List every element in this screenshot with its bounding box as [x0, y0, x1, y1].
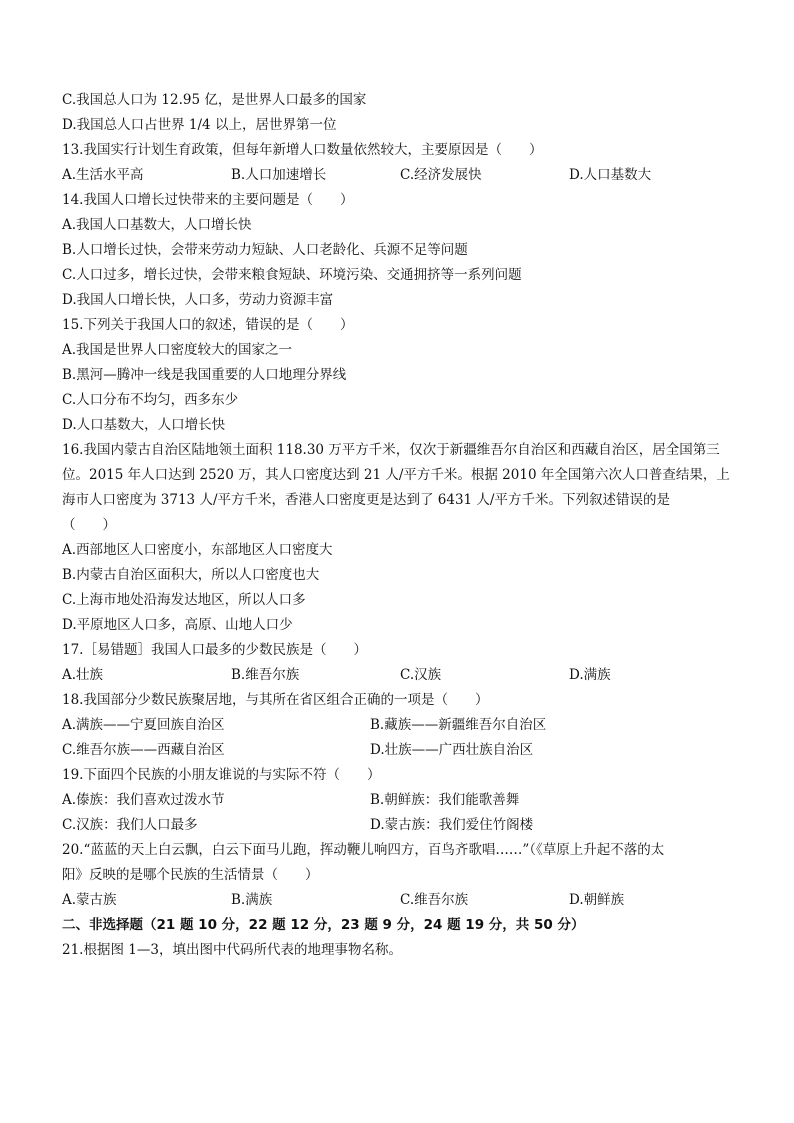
q16-option-a: A.西部地区人口密度小，东部地区人口密度大: [62, 542, 333, 558]
q16-stem-line4: （ ）: [62, 517, 116, 533]
q20-option-a: A.蒙古族: [62, 892, 117, 908]
q13-option-a: A.生活水平高: [62, 167, 144, 183]
q14-option-b: B.人口增长过快，会带来劳动力短缺、人口老龄化、兵源不足等问题: [62, 242, 468, 258]
q13-option-d: D.人口基数大: [569, 167, 652, 183]
q18-option-c: C.维吾尔族——西藏自治区: [62, 742, 225, 758]
q19-option-c: C.汉族：我们人口最多: [62, 817, 198, 833]
q19-options-row1: [62, 788, 742, 813]
q16-stem-line3: 海市人口密度为 3713 人/平方千米，香港人口密度更是达到了 6431 人/平方千米。下列叙述错误的是: [62, 492, 670, 508]
q15-stem: 15.下列关于我国人口的叙述，错误的是（ ）: [62, 317, 354, 333]
q16-option-b: B.内蒙古自治区面积大，所以人口密度也大: [62, 567, 320, 583]
q18-stem: 18.我国部分少数民族聚居地，与其所在省区组合正确的一项是（ ）: [62, 692, 489, 708]
q20-stem-line2: 阳》反映的是哪个民族的生活情景（ ）: [62, 867, 319, 883]
q15-option-c: C.人口分布不均匀，西多东少: [62, 392, 239, 408]
q19-options-row2: [62, 813, 742, 838]
q13-stem: 13.我国实行计划生育政策，但每年新增人口数量依然较大，主要原因是（ ）: [62, 142, 543, 158]
q17-options: [62, 663, 742, 688]
q14-option-c: C.人口过多，增长过快，会带来粮食短缺、环境污染、交通拥挤等一系列问题: [62, 267, 522, 283]
q20-option-c: C.维吾尔族: [400, 892, 469, 908]
q18-option-d: D.壮族——广西壮族自治区: [370, 742, 534, 758]
section-heading-nonchoice: 二、非选择题（21 题 10 分，22 题 12 分，23 题 9 分，24 题 19 分，共 50 分）: [62, 917, 585, 933]
q17-option-c: C.汉族: [400, 667, 442, 683]
q14-option-d: D.我国人口增长快，人口多，劳动力资源丰富: [62, 292, 334, 308]
q14-stem: 14.我国人口增长过快带来的主要问题是（ ）: [62, 192, 354, 208]
q20-stem-line1: 20.“蓝蓝的天上白云飘，白云下面马儿跑，挥动鞭儿响四方，百鸟齐歌唱……”（《草原上升起不落的太: [62, 842, 665, 858]
q20-option-d: D.朝鲜族: [569, 892, 625, 908]
q17-option-a: A.壮族: [62, 667, 104, 683]
q19-option-b: B.朝鲜族：我们能歌善舞: [370, 792, 520, 808]
q18-option-a: A.满族——宁夏回族自治区: [62, 717, 225, 733]
q13-option-b: B.人口加速增长: [231, 167, 327, 183]
q16-stem-line1: 16.我国内蒙古自治区陆地领土面积 118.30 万平方千米，仅次于新疆维吾尔自治区和西藏自治区，居全国第三: [62, 442, 720, 458]
q19-option-d: D.蒙古族：我们爱住竹阁楼: [370, 817, 534, 833]
q12-option-d: D.我国总人口占世界 1/4 以上，居世界第一位: [62, 117, 337, 133]
q15-option-d: D.人口基数大，人口增长快: [62, 417, 226, 433]
q13-options: [62, 163, 742, 188]
q12-option-c: C.我国总人口为 12.95 亿，是世界人口最多的国家: [62, 92, 367, 108]
q17-stem: 17.［易错题］我国人口最多的少数民族是（ ）: [62, 642, 367, 658]
exam-page: [62, 88, 742, 963]
q17-option-b: B.维吾尔族: [231, 667, 300, 683]
q20-option-b: B.满族: [231, 892, 273, 908]
q19-option-a: A.傣族：我们喜欢过泼水节: [62, 792, 225, 808]
q19-stem: 19.下面四个民族的小朋友谁说的与实际不符（ ）: [62, 767, 381, 783]
q13-option-c: C.经济发展快: [400, 167, 482, 183]
q17-option-d: D.满族: [569, 667, 611, 683]
q15-option-a: A.我国是世界人口密度较大的国家之一: [62, 342, 293, 358]
q16-stem-line2: 位。2015 年人口达到 2520 万，其人口密度达到 21 人/平方千米。根据 2010 年全国第六次人口普查结果，上: [62, 467, 730, 483]
q18-option-b: B.藏族——新疆维吾尔自治区: [370, 717, 547, 733]
q15-option-b: B.黑河—腾冲一线是我国重要的人口地理分界线: [62, 367, 347, 383]
q21-stem: 21.根据图 1—3，填出图中代码所代表的地理事物名称。: [62, 942, 402, 958]
q18-options-row2: [62, 738, 742, 763]
q14-option-a: A.我国人口基数大，人口增长快: [62, 217, 252, 233]
q20-options: [62, 888, 742, 913]
q16-option-c: C.上海市地处沿海发达地区，所以人口多: [62, 592, 306, 608]
q16-option-d: D.平原地区人口多，高原、山地人口少: [62, 617, 293, 633]
q18-options-row1: [62, 713, 742, 738]
